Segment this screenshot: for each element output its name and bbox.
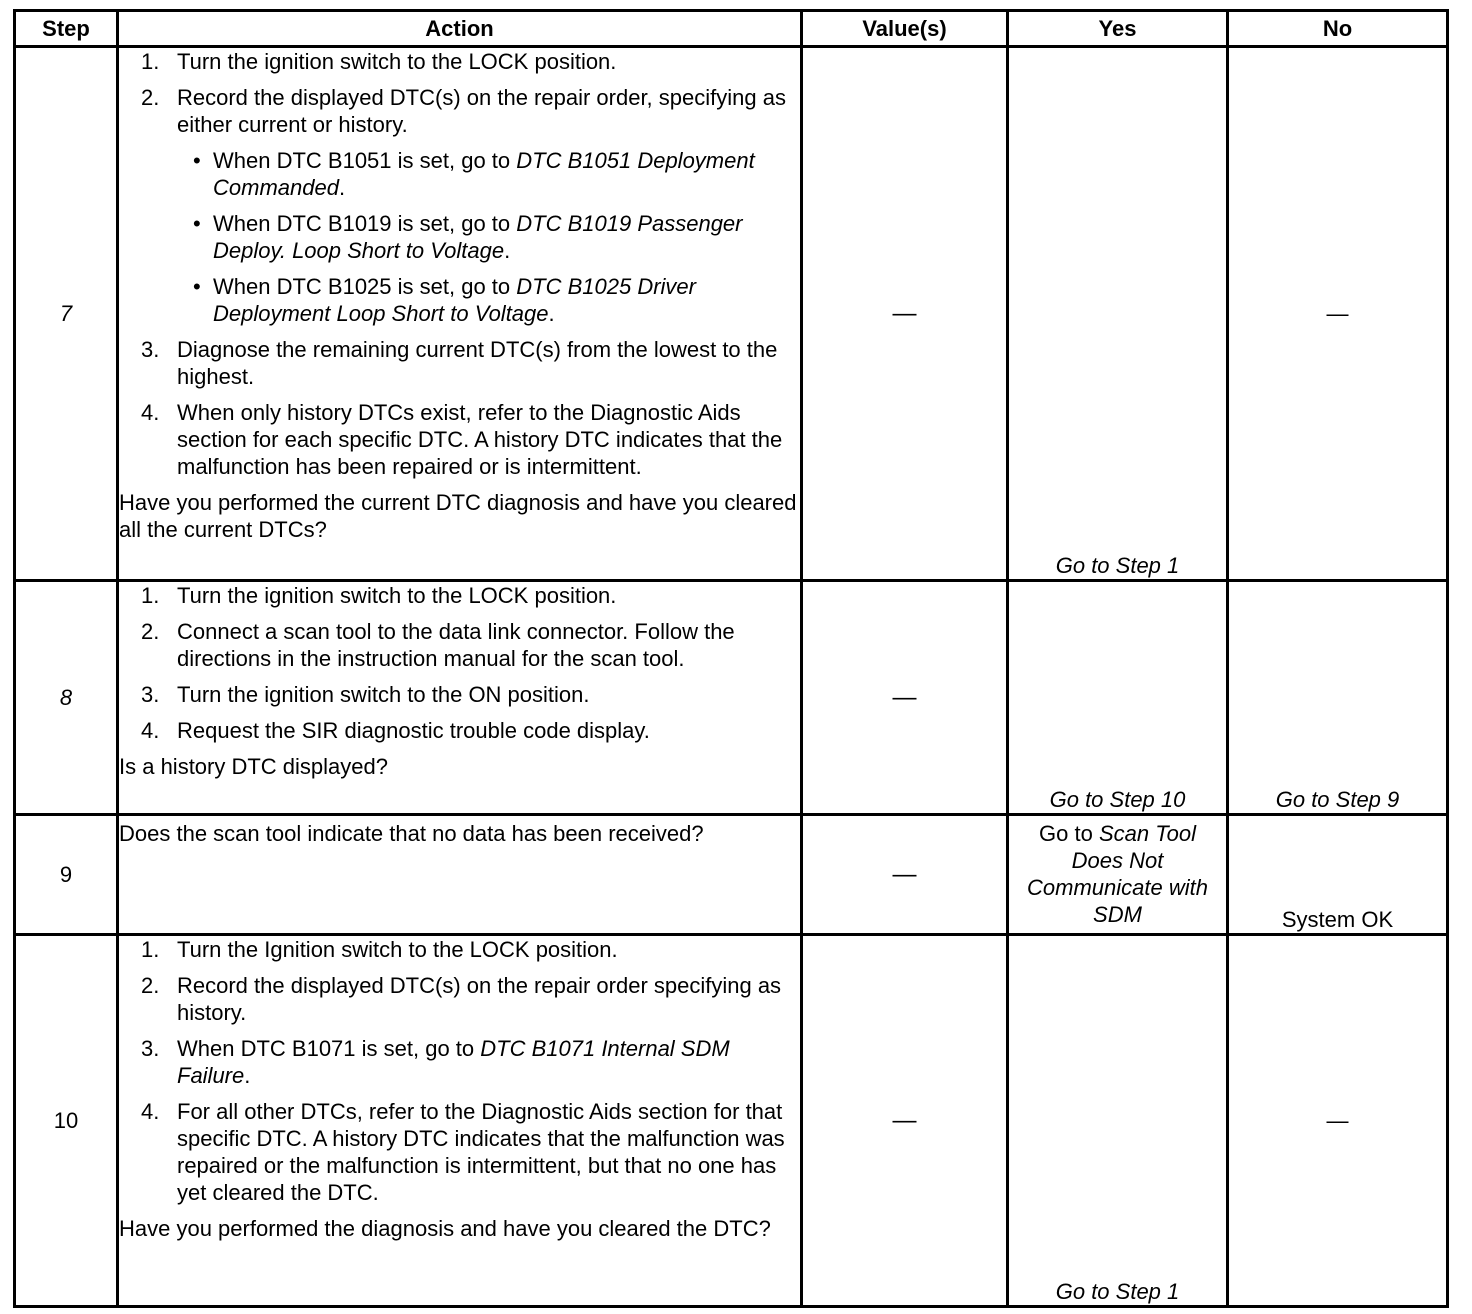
header-yes: Yes xyxy=(1008,11,1228,47)
action-steps xyxy=(119,936,800,1206)
reference-link: DTC B1051 Deployment Commanded xyxy=(213,148,755,200)
reference-link: Scan Tool Does Not Communicate with SDM xyxy=(1027,821,1208,927)
step-number: 8 xyxy=(15,581,118,815)
step-text: For all other DTCs, refer to the Diagnostic Aids section for that specific DTC. A history DTC indicates that the malfunction was repaired or the malfunction is intermittent, but that no one has yet cleared the DTC. xyxy=(177,1099,785,1205)
yes-cell: Go to Step 1 xyxy=(1008,935,1228,1307)
list-item: 4. When only history DTCs exist, refer to the Diagnostic Aids section for each specific DTC. A history DTC indicates that the malfunction has been repaired or is intermittent. xyxy=(141,400,783,479)
action-cell xyxy=(118,815,802,935)
header-no: No xyxy=(1228,11,1448,47)
step-text: Turn the ignition switch to the ON position. xyxy=(177,682,590,707)
diagnostic-table xyxy=(13,9,1449,1308)
step-text: Request the SIR diagnostic trouble code display. xyxy=(177,718,650,743)
value-cell: — xyxy=(802,581,1008,815)
punct: . xyxy=(504,238,511,263)
no-cell: — xyxy=(1228,935,1448,1307)
list-item: 4. Request the SIR diagnostic trouble code display. xyxy=(141,718,650,743)
list-item: • When DTC B1025 is set, go to DTC B1025 Driver Deployment Loop Short to Voltage. xyxy=(193,274,696,326)
step-number: 10 xyxy=(15,935,118,1307)
list-item: 4. For all other DTCs, refer to the Diagnostic Aids section for that specific DTC. A history DTC indicates that the malfunction was repaired or the malfunction is intermittent, but that no one has yet cleared the DTC. xyxy=(141,1099,785,1205)
action-steps xyxy=(119,582,800,744)
step-text: Connect a scan tool to the data link connector. Follow the directions in the instruction manual for the scan tool. xyxy=(177,619,735,671)
list-item: 2. Connect a scan tool to the data link connector. Follow the directions in the instruction manual for the scan tool. xyxy=(141,619,735,671)
question-text: Have you performed the diagnosis and have you cleared the DTC? xyxy=(119,1216,771,1241)
header-step: Step xyxy=(15,11,118,47)
no-cell: System OK xyxy=(1228,815,1448,935)
bullet-text: When DTC B1025 is set, go to xyxy=(213,274,517,299)
step-text: Turn the ignition switch to the LOCK position. xyxy=(177,49,617,74)
list-item: 3. Turn the ignition switch to the ON position. xyxy=(141,682,590,707)
diagnostic-table-page xyxy=(13,9,1449,1308)
step-text: When only history DTCs exist, refer to the Diagnostic Aids section for each specific DTC. A history DTC indicates that the malfunction has been repaired or is intermittent. xyxy=(177,400,783,479)
no-cell: — xyxy=(1228,47,1448,581)
question-text: Does the scan tool indicate that no data has been received? xyxy=(119,821,704,846)
list-item: 3. When DTC B1071 is set, go to DTC B1071 Internal SDM Failure. xyxy=(141,1036,730,1088)
value-cell: — xyxy=(802,815,1008,935)
header-action: Action xyxy=(118,11,802,47)
reference-link: DTC B1071 Internal SDM Failure xyxy=(177,1036,730,1088)
table-row xyxy=(15,581,1448,815)
step-text: Record the displayed DTC(s) on the repair order, specifying as either current or history. xyxy=(177,85,786,137)
question-text: Is a history DTC displayed? xyxy=(119,754,388,779)
yes-prefix: Go to xyxy=(1039,821,1099,846)
punct: . xyxy=(338,175,346,200)
step-text: When DTC B1071 is set, go to xyxy=(177,1036,481,1061)
bullet-list xyxy=(177,147,800,327)
reference-link: DTC B1025 Driver Deployment Loop Short to Voltage xyxy=(213,274,696,326)
step-number: 7 xyxy=(15,47,118,581)
step-number: 9 xyxy=(15,815,118,935)
list-item: 1. Turn the Ignition switch to the LOCK position. xyxy=(141,937,618,962)
bullet-text: When DTC B1051 is set, go to xyxy=(213,148,517,173)
yes-cell xyxy=(1008,815,1228,935)
step-text: Turn the Ignition switch to the LOCK position. xyxy=(177,937,618,962)
step-text: Record the displayed DTC(s) on the repair order specifying as history. xyxy=(177,973,782,1025)
no-cell: Go to Step 9 xyxy=(1228,581,1448,815)
list-item: • When DTC B1051 is set, go to DTC B1051 Deployment Commanded. xyxy=(193,148,755,200)
table-row xyxy=(15,815,1448,935)
list-item: 3. Diagnose the remaining current DTC(s) from the lowest to the highest. xyxy=(141,337,778,389)
table-header-row xyxy=(15,11,1448,47)
action-cell xyxy=(118,935,802,1307)
punct: . xyxy=(244,1063,251,1088)
table-row xyxy=(15,47,1448,581)
list-item: 2. Record the displayed DTC(s) on the repair order specifying as history. xyxy=(141,973,782,1025)
punct: . xyxy=(548,301,555,326)
question-text: Have you performed the current DTC diagnosis and have you cleared all the current DTCs? xyxy=(119,490,797,542)
value-cell: — xyxy=(802,47,1008,581)
bullet-text: When DTC B1019 is set, go to xyxy=(213,211,517,236)
step-text: Diagnose the remaining current DTC(s) from the lowest to the highest. xyxy=(177,337,778,389)
yes-cell: Go to Step 1 xyxy=(1008,47,1228,581)
action-cell xyxy=(118,47,802,581)
list-item: 2. Record the displayed DTC(s) on the repair order, specifying as either current or history. • When DTC B1051 is set, go to DTC B1051 Deployment Commanded. • When DTC B1019 is set, go to DTC B1019 Passenger Deploy. Loop Short to Voltage. • When DTC B1025 is set, go to DTC B1025 Driver Deployment Loop Short to Voltage. xyxy=(119,84,800,327)
value-cell: — xyxy=(802,935,1008,1307)
list-item: • When DTC B1019 is set, go to DTC B1019 Passenger Deploy. Loop Short to Voltage. xyxy=(193,211,743,263)
yes-cell: Go to Step 10 xyxy=(1008,581,1228,815)
header-values: Value(s) xyxy=(802,11,1008,47)
action-cell xyxy=(118,581,802,815)
list-item: 1. Turn the ignition switch to the LOCK position. xyxy=(141,49,617,74)
reference-link: DTC B1019 Passenger Deploy. Loop Short to Voltage xyxy=(213,211,743,263)
step-text: Turn the ignition switch to the LOCK position. xyxy=(177,583,617,608)
list-item: 1. Turn the ignition switch to the LOCK position. xyxy=(141,583,617,608)
action-steps xyxy=(119,48,800,480)
table-row xyxy=(15,935,1448,1307)
